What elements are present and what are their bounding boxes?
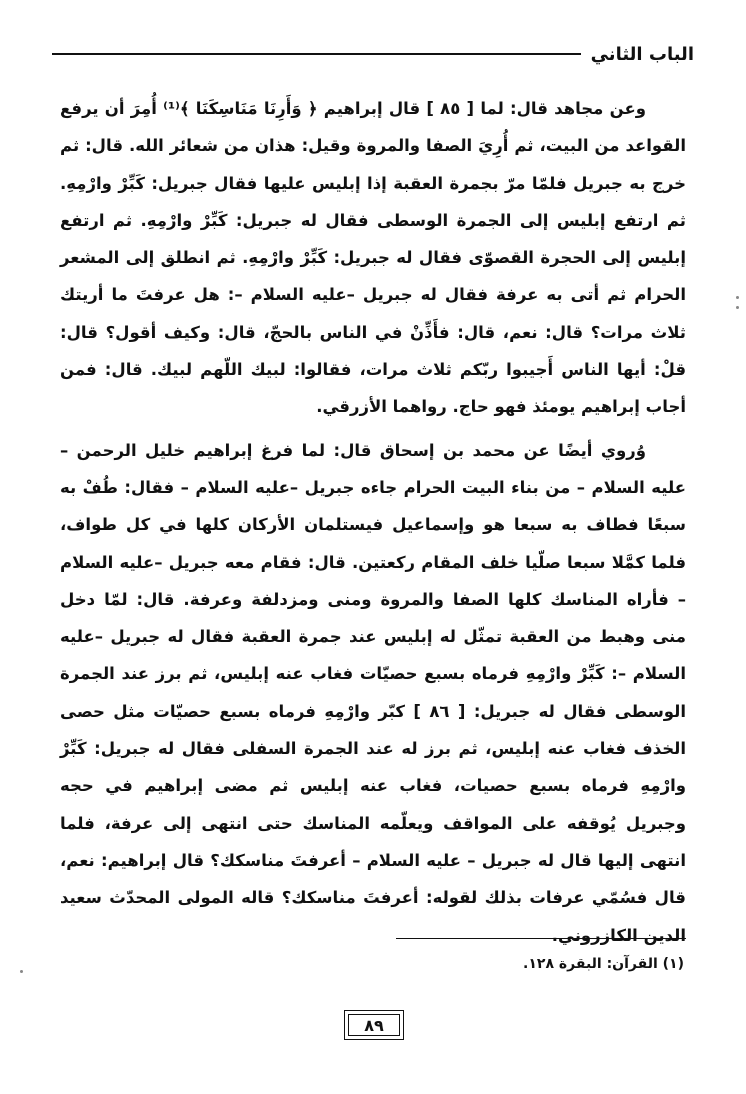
chapter-title: الباب الثاني — [590, 43, 694, 65]
footnote: (١) القرآن: البقرة ١٢٨. — [523, 956, 684, 972]
page-number: ٨٩ — [348, 1014, 400, 1036]
page-number-box — [344, 1010, 404, 1040]
margin-mark — [20, 970, 23, 973]
running-header — [52, 36, 694, 72]
margin-mark — [736, 306, 739, 309]
footnote-separator — [396, 938, 686, 939]
paragraph-1: وعن مجاهد قال: لما [ ٨٥ ] قال إبراهيم ﴿ وَأَرِنَا مَنَاسِكَنَا ﴾⁽¹⁾ أُمِرَ أن يرفع القواعد من البيت، ثم أُرِيَ الصفا والمروة وقيل: هذان من شعائر الله. قال: ثم خرج به جبريل فلمّا مرّ بجمرة العقبة إذا إبليس عليها فقال جبريل: كَبِّرْ وارْمِهِ. ثم ارتفع إبليس إلى الجمرة الوسطى فقال له جبريل: كَبِّرْ وارْمِهِ. ثم ارتفع إبليس إلى الحجرة القصوّى فقال له جبريل: كَبِّرْ وارْمِهِ. ثم انطلق إلى المشعر الحرام ثم أتى به عرفة فقال له جبريل –عليه السلام –: هل عرفتَ ما أريتك ثلاث مرات؟ قال: نعم، قال: فأَذِّنْ في الناس بالحجّ، قال: وكيف أقول؟ قال: قلْ: أيها الناس أَجيبوا ربّكم ثلاث مرات، فقالوا: لبيك اللّهم لبيك. قال: فمن أجاب إبراهيم يومئذ فهو حاج. رواهما الأزرقي. — [60, 99, 686, 417]
header-rule — [52, 53, 581, 55]
margin-mark — [736, 296, 739, 299]
main-text — [60, 90, 686, 954]
paragraph-2: وُروي أيضًا عن محمد بن إسحاق قال: لما فرغ إبراهيم خليل الرحمن –عليه السلام – من بناء البيت الحرام جاءه جبريل –عليه السلام – فقال: طُفْ به سبعًا فطاف به سبعا هو وإسماعيل فيستلمان الأركان كلها في كل طواف، فلما كمَّلا سبعا صلّيا خلف المقام ركعتين. قال: فقام معه جبريل –عليه السلام – فأراه المناسك كلها الصفا والمروة ومنى ومزدلفة وعرفة. قال: لمّا دخل منى وهبط من العقبة تمثّل له إبليس عند جمرة العقبة فقال له جبريل –عليه السلام –: كَبِّرْ وارْمِهِ فرماه بسبع حصيّات فغاب عنه إبليس، ثم برز عند الجمرة الوسطى فقال له جبريل: [ ٨٦ ] كبّر وارْمِهِ فرماه بسبع حصيّات مثل حصى الخذف فغاب عنه إبليس، ثم برز له عند الجمرة السفلى فقال له جبريل: كَبِّرْ وارْمِهِ فرماه بسبع حصيات، فغاب عنه إبليس ثم مضى إبراهيم في حجه وجبريل يُوقفه على المواقف ويعلّمه المناسك حتى انتهى إلى عرفة، فلما انتهى إليها قال له جبريل – عليه السلام – أعرفتَ مناسكك؟ قال إبراهيم: نعم، قال فسُمّي عرفات بذلك لقوله: أعرفتَ مناسكك؟ قاله المولى المحدّث سعيد الدين الكازروني. — [60, 440, 686, 945]
